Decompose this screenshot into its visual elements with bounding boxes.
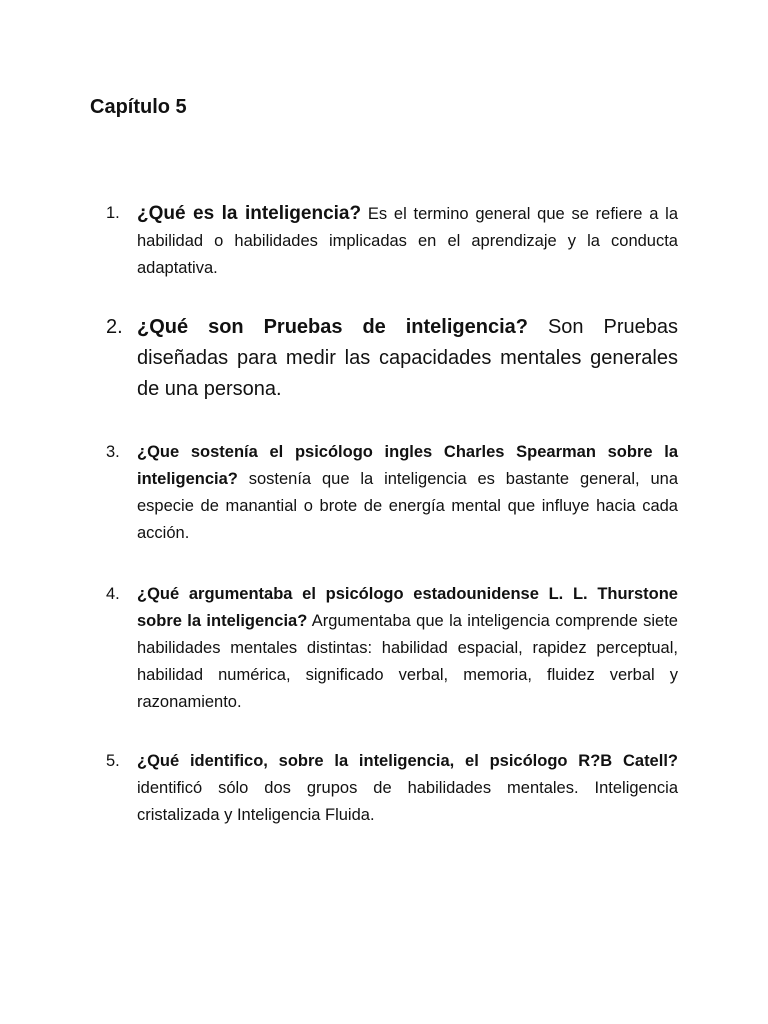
question-text: ¿Qué es la inteligencia? — [137, 203, 362, 224]
answer-text: sostenía que la inteligencia es bastante general, una especie de manantial o brote de energía mental que influye hacia cada acción. — [137, 470, 678, 542]
question-list — [106, 200, 678, 829]
answer-text: Es el termino general que se refiere a la habilidad o habilidades implicadas en el aprendizaje y la conducta adaptativa. — [137, 205, 678, 277]
item-number: 2. — [106, 316, 123, 338]
list-item — [106, 439, 678, 547]
question-text: ¿Qué son Pruebas de inteligencia? — [137, 316, 528, 338]
answer-text: Argumentaba que la inteligencia comprende siete habilidades mentales distintas: habilidad espacial, rapidez perceptual, habilidad numérica, significado verbal, memoria, fluidez verbal y razonamiento. — [137, 612, 678, 711]
question-text: ¿Que sostenía el psicólogo ingles Charles Spearman sobre la inteligencia? — [137, 443, 678, 488]
list-item — [106, 200, 678, 282]
answer-text: Son Pruebas diseñadas para medir las capacidades mentales generales de una persona. — [137, 316, 678, 400]
list-item — [106, 312, 678, 405]
item-number: 3. — [106, 443, 120, 461]
answer-text: identificó sólo dos grupos de habilidades mentales. Inteligencia cristalizada y Inteligencia Fluida. — [137, 779, 678, 824]
question-text: ¿Qué identifico, sobre la inteligencia, el psicólogo R?B Catell? — [137, 752, 678, 770]
list-item — [106, 581, 678, 716]
chapter-title: Capítulo 5 — [90, 96, 187, 118]
item-number: 4. — [106, 585, 120, 603]
list-item — [106, 748, 678, 829]
item-number: 5. — [106, 752, 120, 770]
item-number: 1. — [106, 204, 120, 222]
question-text: ¿Qué argumentaba el psicólogo estadounidense L. L. Thurstone sobre la inteligencia? — [137, 585, 678, 630]
